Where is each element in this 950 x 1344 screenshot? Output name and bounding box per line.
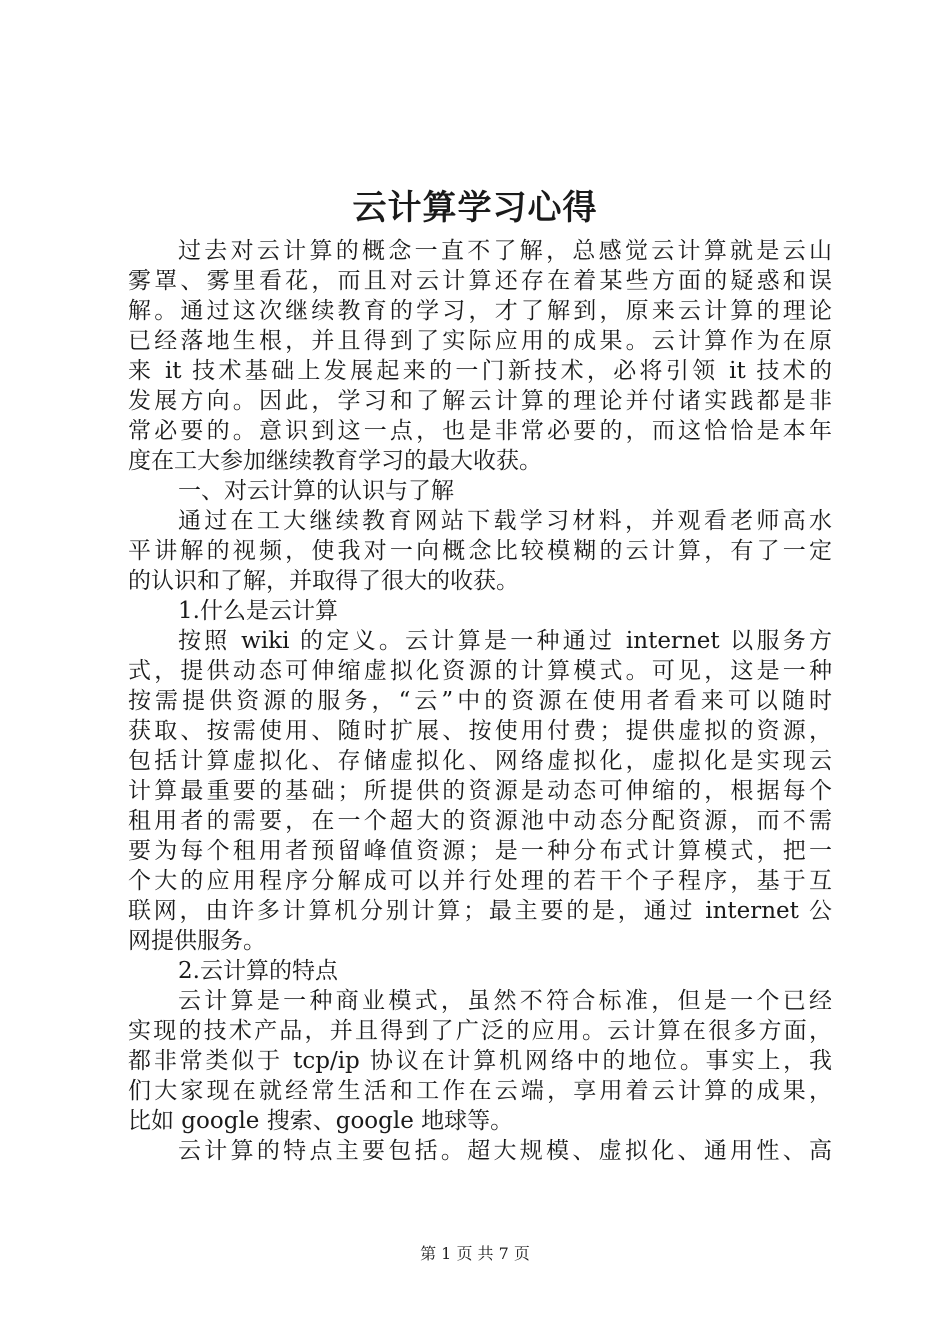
text-line: 已经落地生根，并且得到了实际应用的成果。云计算作为在原 — [128, 328, 832, 354]
text-line: 按照 wiki 的定义。云计算是一种通过 internet 以服务方 — [178, 628, 832, 654]
text-line: 要为每个租用者预留峰值资源；是一种分布式计算模式，把一 — [128, 838, 832, 864]
document-title: 云计算学习心得 — [352, 188, 598, 228]
text-line: 度在工大参加继续教育学习的最大收获。 — [128, 448, 542, 474]
text-line: 获取、按需使用、随时扩展、按使用付费；提供虚拟的资源， — [128, 718, 832, 744]
page-number-footer: 第 1 页 共 7 页 — [420, 1244, 530, 1263]
text-line: 过去对云计算的概念一直不了解，总感觉云计算就是云山 — [178, 238, 832, 264]
text-line: 通过在工大继续教育网站下载学习材料，并观看老师高水 — [178, 508, 832, 534]
section-heading: 一、对云计算的认识与了解 — [178, 478, 454, 504]
text-line: 云计算的特点主要包括。超大规模、虚拟化、通用性、高 — [178, 1138, 832, 1164]
text-line: 租用者的需要，在一个超大的资源池中动态分配资源，而不需 — [128, 808, 832, 834]
text-line: 都非常类似于 tcp/ip 协议在计算机网络中的地位。事实上，我 — [128, 1048, 832, 1074]
text-line: 的认识和了解，并取得了很大的收获。 — [128, 568, 519, 594]
text-line: 计算最重要的基础；所提供的资源是动态可伸缩的，根据每个 — [128, 778, 832, 804]
text-line: 解。通过这次继续教育的学习，才了解到，原来云计算的理论 — [128, 298, 832, 324]
text-line: 个大的应用程序分解成可以并行处理的若干个子程序，基于互 — [128, 868, 832, 894]
text-line: 实现的技术产品，并且得到了广泛的应用。云计算在很多方面， — [128, 1018, 832, 1044]
text-line: 网提供服务。 — [128, 928, 266, 954]
text-line: 云计算是一种商业模式，虽然不符合标准，但是一个已经 — [178, 988, 832, 1014]
text-line: 按需提供资源的服务，“云”中的资源在使用者看来可以随时 — [128, 688, 832, 714]
document-body — [128, 236, 832, 1166]
text-line: 式，提供动态可伸缩虚拟化资源的计算模式。可见，这是一种 — [128, 658, 832, 684]
text-line: 包括计算虚拟化、存储虚拟化、网络虚拟化，虚拟化是实现云 — [128, 748, 832, 774]
subsection-heading: 2.云计算的特点 — [178, 958, 338, 984]
text-line: 联网，由许多计算机分别计算；最主要的是，通过 internet 公 — [128, 898, 832, 924]
text-line: 平讲解的视频，使我对一向概念比较模糊的云计算，有了一定 — [128, 538, 832, 564]
text-line: 比如 google 搜索、google 地球等。 — [128, 1108, 514, 1134]
text-line: 雾罩、雾里看花，而且对云计算还存在着某些方面的疑惑和误 — [128, 268, 832, 294]
text-line: 来 it 技术基础上发展起来的一门新技术，必将引领 it 技术的 — [128, 358, 832, 384]
text-line: 们大家现在就经常生活和工作在云端，享用着云计算的成果， — [128, 1078, 832, 1104]
subsection-heading: 1.什么是云计算 — [178, 598, 338, 624]
text-line: 发展方向。因此，学习和了解云计算的理论并付诸实践都是非 — [128, 388, 832, 414]
text-line: 常必要的。意识到这一点，也是非常必要的，而这恰恰是本年 — [128, 418, 832, 444]
